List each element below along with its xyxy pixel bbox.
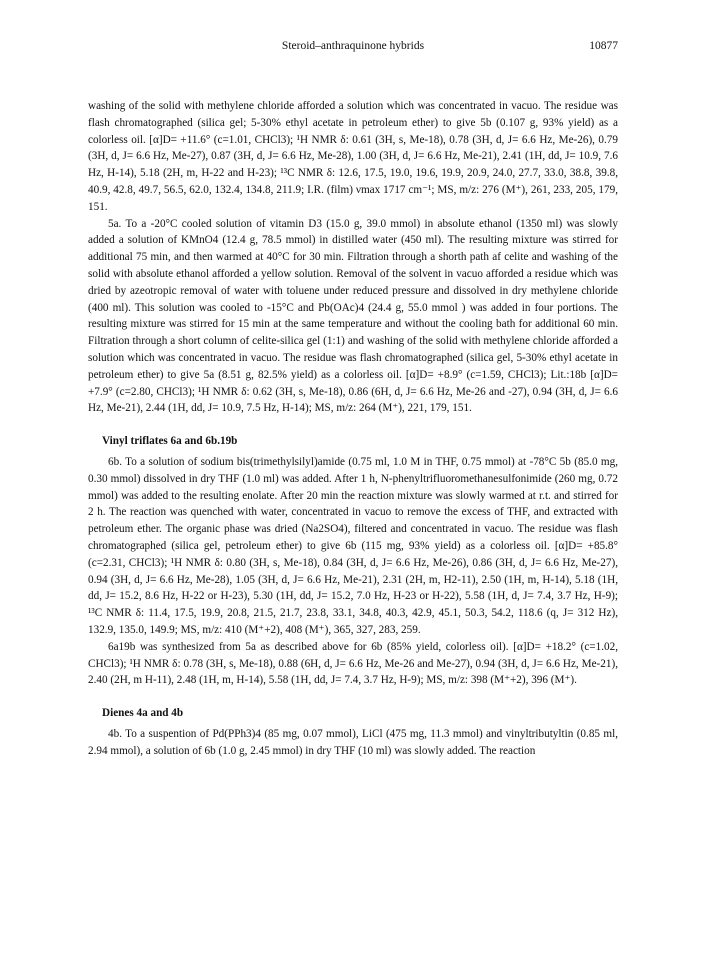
paragraph-6b-synthesis: 6b. To a solution of sodium bis(trimethylsilyl)amide (0.75 ml, 1.0 M in THF, 0.75 mmol) at -78°C 5b (85.0 mg, 0.30 mmol) dissolved in dry THF (1.0 ml) was added. After 1 h, N-phenyltrifluoromethanesulfonimide (260 mg, 0.72 mmol) was added to the resulting enolate. After 20 min the reaction mixture was slowly warmed at r.t. and stirred for 2 h. The reaction was quenched with water, concentrated in vacuo to remove the excess of THF, and extracted with petroleum ether. The organic phase was dried (Na2SO4), filtered and concentrated in vacuo. The residue was flash chromatographed (silica gel, petroleum ether) to give 6b (115 mg, 93% yield) as a colorless oil. [α]D= +85.8° (c=2.31, CHCl3); ¹H NMR δ: 0.80 (3H, s, Me-18), 0.84 (3H, d, J= 6.6 Hz, Me-26), 0.86 (3H, d, J= 6.6 Hz, Me-27), 0.94 (3H, d, J= 6.6 Hz, Me-28), 1.05 (3H, d, J= 6.6 Hz, Me-21), 2.31 (2H, m, H2-11), 2.50 (1H, m, H-14), 5.18 (1H, dd, J= 15.2, 8.6 Hz, H-22 or H-23), 5.30 (1H, dd, J= 15.2, 7.0 Hz, H-23 or H-22), 5.58 (1H, d, J= 7.4, 3.7 Hz, H-9); ¹³C NMR δ: 11.4, 17.5, 19.9, 20.8, 21.5, 21.7, 23.8, 33.1, 34.8, 40.3, 42.9, 45.1, 50.3, 54.2, 118.6 (q, J= 312 Hz), 132.9, 135.0, 149.9; MS, m/z: 410 (M⁺+2), 408 (M⁺), 365, 327, 283, 259. [88, 455, 618, 636]
paragraph-6a-synthesis: 6a19b was synthesized from 5a as described above for 6b (85% yield, colorless oil). [α]D= +18.2° (c=1.02, CHCl3); ¹H NMR δ: 0.78 (3H, s, Me-18), 0.88 (6H, d, J= 6.6 Hz, Me-26 and Me-27), 0.94 (3H, d, J= 6.6 Hz, Me-21), 2.40 (2H, m H-11), 2.48 (1H, m, H-14), 5.58 (1H, dd, J= 7.4, 3.7 Hz, H-9); MS, m/z: 398 (M⁺+2), 396 (M⁺). [88, 640, 618, 687]
running-title: Steroid–anthraquinone hybrids [281, 40, 425, 52]
paragraph-5a-synthesis: 5a. To a -20°C cooled solution of vitamin D3 (15.0 g, 39.0 mmol) in absolute ethanol (1350 ml) was slowly added a solution of KMnO4 (12.4 g, 78.5 mmol) in distilled water (450 ml). The resulting mixture was stirred for additional 75 min, and then warmed at 40°C for 30 min. Filtration through a shorth path af celite and washing of the solid with absolute ethanol afforded a yellow solution. Removal of the solvent in vacuo afforded a residue which was dried by azeotropic removal of water with toluene under reduced pressure and dissolved in dry methylene chloride (400 ml). This solution was cooled to -15°C and Pb(OAc)4 (24.4 g, 55.0 mmol ) was added in four portions. The resulting mixture was stirred for 15 min at the same temperature and without the cooling bath for additional 60 min. Filtration through a short column of celite-silica gel (1:1) and washing of the solid with methylene chloride afforded a solution which was concentrated in vacuo. The residue was flash chromatographed (silica gel, 5-30% ethyl acetate in petroleum ether) to give 5a (8.51 g, 82.5% yield) as a colorless oil. [α]D= +8.9° (c=1.59, CHCl3); Lit.:18b [α]D= +7.9° (c=2.80, CHCl3); ¹H NMR δ: 0.62 (3H, s, Me-18), 0.86 (6H, d, J= 6.6 Hz, Me-26 and -27), 0.94 (3H, d, J= 6.6 Hz, Me-21), 2.44 (1H, dd, J= 10.9, 7.5 Hz, H-14); MS, m/z: 264 (M⁺), 221, 179, 151. [88, 217, 618, 415]
running-header [88, 40, 618, 60]
paragraph-4b-synthesis: 4b. To a suspention of Pd(PPh3)4 (85 mg, 0.07 mmol), LiCl (475 mg, 11.3 mmol) and vinyltributyltin (0.85 ml, 2.94 mmol), a solution of 6b (1.0 g, 2.45 mmol) in dry THF (10 ml) was slowly added. The reaction [88, 727, 618, 757]
section-heading-vinyl-triflates: Vinyl triflates 6a and 6b.19b [102, 435, 238, 448]
paragraph-5b-workup: washing of the solid with methylene chloride afforded a solution which was concentrated in vacuo. The residue was flash chromatographed (silica gel; 5-30% ethyl acetate in petroleum ether) to give 5b (0.107 g, 93% yield) as a colorless oil. [α]D= +11.6° (c=1.01, CHCl3); ¹H NMR δ: 0.61 (3H, s, Me-18), 0.78 (3H, d, J= 6.6 Hz, Me-26), 0.79 (3H, d, J= 6.6 Hz, Me-27), 0.87 (3H, d, J= 6.6 Hz, Me-28), 1.00 (3H, d, J= 6.6 Hz, Me-21), 2.41 (1H, dd, J= 10.9, 7.6 Hz, H-14), 5.18 (2H, m, H-22 and H-23); ¹³C NMR δ: 12.6, 17.5, 19.0, 19.6, 19.9, 20.9, 24.0, 27.7, 33.0, 38.8, 39.8, 40.9, 42.8, 49.7, 56.5, 62.0, 132.4, 134.8, 211.9; I.R. (film) νmax 1717 cm⁻¹; MS, m/z: 276 (M⁺), 261, 233, 205, 179, 151. [88, 100, 618, 213]
page-number: 10877 [589, 40, 618, 52]
section-heading-dienes: Dienes 4a and 4b [102, 707, 184, 720]
article-body [88, 98, 618, 759]
